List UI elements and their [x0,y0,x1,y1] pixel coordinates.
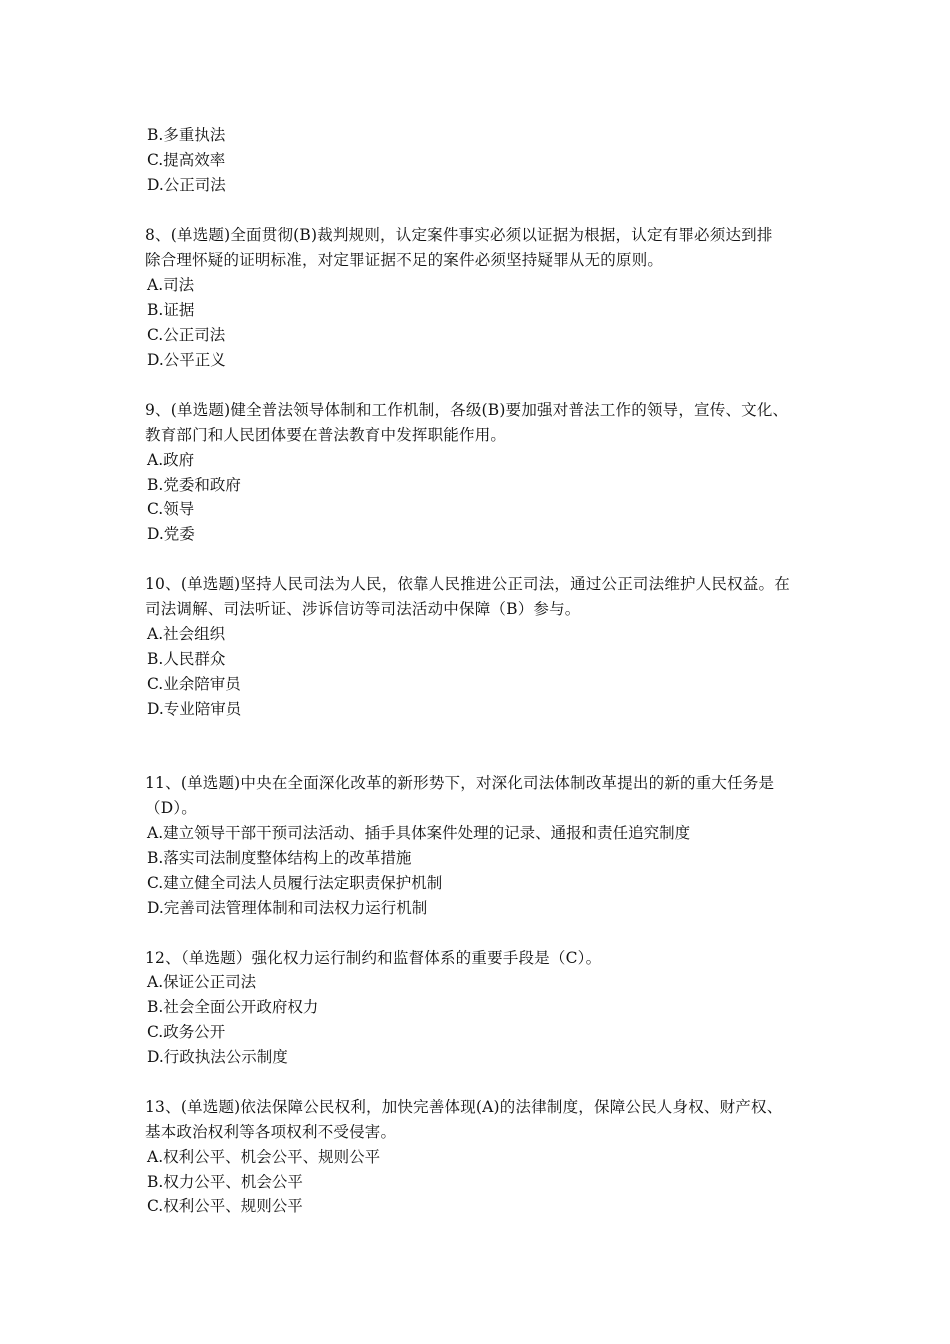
question-text: 教育部门和人民团体要在普法教育中发挥职能作用。 [145,426,507,444]
option-line: B.党委和政府 [147,476,241,494]
option-line: A.社会组织 [147,625,226,643]
question-text: 9、(单选题)健全普法领导体制和工作机制，各级(B)要加强对普法工作的领导，宣传、文化、 [145,401,789,419]
option-line: A.权利公平、机会公平、规则公平 [147,1148,381,1166]
option-line: C.政务公开 [147,1023,226,1041]
option-line: B.人民群众 [147,650,226,668]
option-line: A.政府 [147,451,195,469]
question-text: （D）。 [145,799,197,817]
option-line: B.社会全面公开政府权力 [147,998,319,1016]
option-line: B.证据 [147,301,195,319]
option-line: C.公正司法 [147,326,226,344]
question-text: 基本政治权利等各项权利不受侵害。 [145,1123,397,1141]
question-text: 12、（单选题）强化权力运行制约和监督体系的重要手段是（C）。 [145,949,602,967]
option-line: A.建立领导干部干预司法活动、插手具体案件处理的记录、通报和责任追究制度 [147,824,691,842]
option-line: D.专业陪审员 [147,700,242,718]
option-line: D.行政执法公示制度 [147,1048,288,1066]
option-line: B.落实司法制度整体结构上的改革措施 [147,849,412,867]
option-line: D.完善司法管理体制和司法权力运行机制 [147,899,428,917]
option-line: D.党委 [147,525,195,543]
option-line: C.建立健全司法人员履行法定职责保护机制 [147,874,443,892]
question-text: 除合理怀疑的证明标准，对定罪证据不足的案件必须坚持疑罪从无的原则。 [145,251,664,269]
option-line: D.公正司法 [147,176,226,194]
option-line: C.提高效率 [147,151,226,169]
option-line: B.权力公平、机会公平 [147,1173,303,1191]
question-text: 10、(单选题)坚持人民司法为人民，依靠人民推进公正司法，通过公正司法维护人民权益。在 [145,575,790,593]
option-line: D.公平正义 [147,351,226,369]
option-line: A.司法 [147,276,195,294]
option-line: C.业余陪审员 [147,675,241,693]
question-text: 8、(单选题)全面贯彻(B)裁判规则，认定案件事实必须以证据为根据，认定有罪必须达到排 [145,226,773,244]
option-line: C.领导 [147,500,195,518]
question-text: 司法调解、司法听证、涉诉信访等司法活动中保障（B）参与。 [145,600,581,618]
option-line: C.权利公平、规则公平 [147,1197,303,1215]
question-text: 13、(单选题)依法保障公民权利，加快完善体现(A)的法律制度，保障公民人身权、财产权、 [145,1098,783,1116]
option-line: A.保证公正司法 [147,973,257,991]
option-line: B.多重执法 [147,126,226,144]
question-text: 11、(单选题)中央在全面深化改革的新形势下，对深化司法体制改革提出的新的重大任务是 [145,774,775,792]
